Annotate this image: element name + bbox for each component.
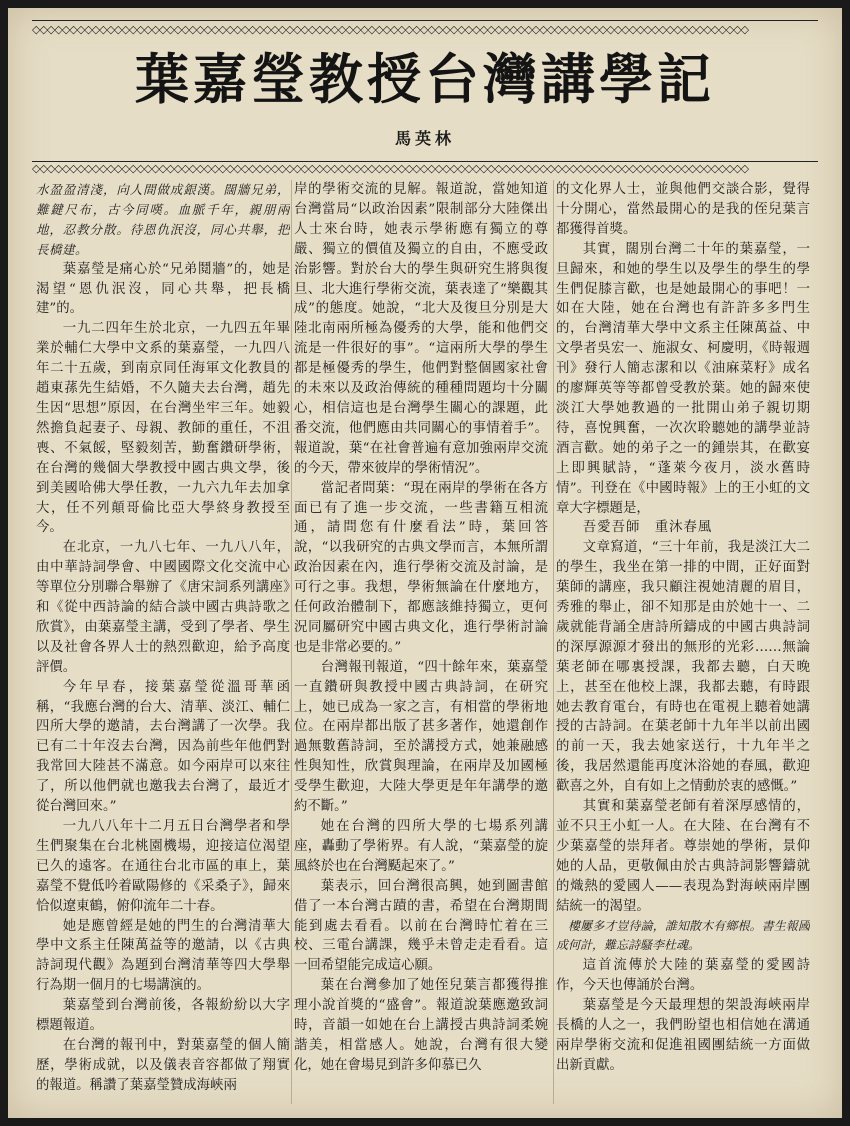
- paragraph: 葉嘉瑩是痛心於“兄弟鬩牆”的，她是渴望“恩仇泯沒，同心共舉，把長橋建”的。: [36, 261, 290, 317]
- article-author: 馬英林: [394, 129, 455, 148]
- paragraph: 她是應曾經是她的門生的台灣清華大學中文系主任陳萬益等的邀請，以《古典詩詞現代觀》為題到台灣清華等四大學舉行為期一個月的七場講演的。: [36, 918, 290, 994]
- article-column-1: [36, 180, 290, 1110]
- paragraph: 在北京，一九八七年、一九八八年，由中華詩詞學會、中國國際文化交流中心等單位分別聯合舉辦了《唐宋詞系列講座》和《從中西詩論的結合談中國古典詩歌之欣賞》，由葉嘉瑩主講，受到了學者、學生以及社會各界人士的熱烈歡迎，給予高度評價。: [36, 540, 290, 675]
- top-rule: [32, 20, 818, 21]
- column-divider: [291, 180, 292, 1104]
- paragraph: 當記者問葉：“現在兩岸的學術在各方面已有了進一步交流，一些書籍互相流通，請問您有什麼看法”時，葉回答說，“以我研究的古典文學而言，本無所謂政治因素在內，進行學術交流及討論，是可行之事。我想，學術無論在什麼地方，任何政治體制下，都應該維持獨立，更何況同屬研究中國古典文化，進行學術討論也是非常必要的。”: [294, 480, 548, 655]
- paragraph: 文章寫道，“三十年前，我是淡江大二的學生，我坐在第一排的中間，正好面對葉師的講座，我只顧注視她清麗的眉目，秀雅的舉止，卻不知那是由於她十一、二歲就能背誦全唐詩所鑄成的中國古典詩詞的深厚源源才發出的無形的光彩……無論葉老師在哪裏授課，我都去聽，白天晚上，甚至在他校上課，我都去聽，有時跟她去教育電台，有時也在電視上聽着她講授的古詩詞。在葉老師十九年半以前出國的前一天，我去她家送行，十九年半之後，我居然還能再度沐浴她的春風，歡迎歡喜之外，自有如上之情動於衷的感慨。”: [556, 540, 810, 795]
- paragraph: 岸的學術交流的見解。報道說，當她知道台灣當局“以政治因素”限制部分大陸傑出人士來台時，她表示學術應有獨立的尊嚴、獨立的價值及獨立的自由，不應受政治影響。對於台大的學生與研究生將與復旦、北大進行學術交流，葉表達了“樂觀其成”的態度。她說，“北大及復旦分別是大陸北南兩所極為優秀的大學，能和他們交流是一件很好的事”。“這兩所大學的學生都是極優秀的學生，他們對整個國家社會的未來以及政治傳統的種種問題均十分關心，相信這也是台灣學生關心的課題，此番交流，他們應由共同關心的事情着手”。報道說，葉“在社會普遍有意加強兩岸交流的今天，帶來彼岸的學術情況”。: [294, 182, 548, 476]
- paragraph: 這首流傳於大陸的葉嘉瑩的愛國詩作，今天也傳誦於台灣。: [556, 958, 810, 994]
- newspaper-page: [8, 8, 842, 1118]
- article-title: 葉嘉瑩教授台灣講學記: [135, 47, 715, 111]
- paragraph: 她在台灣的四所大學的七場系列講座，轟動了學術界。有人說，“葉嘉瑩的旋風終於也在台灣颳起來了。”: [294, 819, 548, 874]
- top-decorative-border: ◇◇◇◇◇◇◇◇◇◇◇◇◇◇◇◇◇◇◇◇◇◇◇◇◇◇◇◇◇◇◇◇◇◇◇◇◇◇◇◇◇◇◇◇◇◇◇◇◇◇◇◇◇◇◇◇◇◇◇◇◇◇◇◇◇◇◇◇◇◇◇◇◇◇◇◇◇◇◇◇◇◇◇◇◇◇◇◇◇◇◇◇◇◇◇◇: [32, 24, 749, 36]
- paragraph: 葉嘉瑩到台灣前後，各報紛紛以大字標題報道。: [36, 998, 290, 1034]
- paragraph: 葉在台灣參加了她侄兒葉言都獲得推理小說首獎的“盛會”。報道說葉應邀致詞時，音韻一如她在台上講授古典詩詞柔婉諧美，相當感人。她說，台灣有很大變化，她在會場見到許多仰慕已久: [294, 978, 548, 1073]
- column-divider: [553, 180, 554, 1104]
- header-decorative-border: ◇◇◇◇◇◇◇◇◇◇◇◇◇◇◇◇◇◇◇◇◇◇◇◇◇◇◇◇◇◇◇◇◇◇◇◇◇◇◇◇◇◇◇◇◇◇◇◇◇◇◇◇◇◇◇◇◇◇◇◇◇◇◇◇◇◇◇◇◇◇◇◇◇◇◇◇◇◇◇◇◇◇◇◇◇◇◇◇◇◇◇◇◇◇◇◇: [32, 163, 749, 175]
- article-column-3: [556, 180, 810, 1110]
- paragraph: 葉表示，回台灣很高興，她到圖書館借了一本台灣古蹟的書，希望在台灣期間能到處去看看。以前在台灣時忙着在三校、三電台講課，幾乎未曾走走看看。這一回希望能完成這心願。: [294, 878, 548, 974]
- headline-quote: 吾愛吾師 重沐春風: [582, 520, 713, 536]
- paragraph: 其實和葉嘉瑩老師有着深厚感情的，並不只王小虹一人。在大陸、在台灣有不少葉嘉瑩的崇拜者。尊崇她的學術，景仰她的人品，更敬佩由於古典詩詞影響鑄就的熾熱的愛國人——表現為對海峽兩岸團結統一的渴望。: [556, 799, 810, 914]
- paragraph: 在台灣的報刊中，對葉嘉瑩的個人簡歷，學術成就，以及儀表音容都做了翔實的報道。稱讚了葉嘉瑩贊成海峽兩: [36, 1037, 290, 1093]
- paragraph: 葉嘉瑩是今天最理想的架設海峽兩岸長橋的人之一，我們盼望也相信她在溝通兩岸學術交流和促進祖國團結統一方面做出新貢獻。: [556, 998, 810, 1073]
- paragraph: 一九二四年生於北京，一九四五年畢業於輔仁大學中文系的葉嘉瑩，一九四八年二十五歲，到南京同任海軍文化教員的趙東蓀先生結婚，不久隨夫去台灣，趙先生因“思想”原因，在台灣坐牢三年。她毅然擔負起妻子、母親、教師的重任，不沮喪、不氣餒，堅毅刻苦，勤奮鑽研學術，在台灣的幾個大學教授中國古典文學，後到美國哈佛大學任教，一九六九年去加拿大，任不列顛哥倫比亞大學終身教授至今。: [36, 321, 290, 536]
- patriotic-poem: 樓屢多才豈待論，誰知散木有鄉根。書生報國成何計，難忘詩騷李杜魂。: [556, 918, 810, 953]
- article-column-2: [294, 180, 548, 1110]
- paragraph: 其實，闊別台灣二十年的葉嘉瑩，一旦歸來，和她的學生以及學生的學生的學生們促膝言歡，也是她最開心的事吧！一如在大陸，她在台灣也有許許多多門生的，台灣清華大學中文系主任陳萬益、中文學者吳宏一、施淑女、柯慶明，《時報週刊》發行人簡志潔和以《油麻菜籽》成名的廖輝英等等都曾受教於葉。她的歸來使淡江大學她教過的一批開山弟子親切期待，喜悅興奮，一次次聆聽她的講學並詩酒言歡。她的弟子之一的鍾崇其，在歡宴上即興賦詩，“蓬萊今夜月，淡水舊時情”。刊登在《中國時報》上的王小虹的文章大字標題是，: [556, 241, 810, 516]
- opening-poem: 水盈盈清淺，向人間做成銀漢。闊牆兄弟，難鍵尺布，古今同嘆。血脈千年，親朋兩地，忍教分散。待恩仇泯沒，同心共舉，把長橋建。: [36, 182, 290, 257]
- header-rule: [32, 161, 818, 162]
- paragraph: 台灣報刊報道，“四十餘年來，葉嘉瑩一直鑽研與教授中國古典詩詞，在研究上，她已成為一家之言，有相當的學術地位。在兩岸都出版了甚多著作，她還創作過無數舊詩詞，至於講授方式，她兼融感性與知性，欣賞與理論，在兩岸及加國極受學生歡迎，大陸大學更是年年講學的邀約不斷。”: [294, 659, 548, 815]
- paragraph: 一九八八年十二月五日台灣學者和學生們聚集在台北桃園機場，迎接這位渴望已久的遠客。在通往台北市區的車上，葉嘉瑩不覺低吟着歐陽修的《采桑子》，歸來恰似遼東鶴，俯仰流年二十春。: [36, 819, 290, 914]
- paragraph: 的文化界人士，並與他們交談合影，覺得十分開心，當然最開心的是我的侄兒葉言都獲得首獎。: [556, 182, 810, 237]
- paragraph: 今年早春，接葉嘉瑩從溫哥華函稱，“我應台灣的台大、清華、淡江、輔仁四所大學的邀請，去台灣講了一次學。我已有二十年沒去台灣，因為前些年他們對我常回大陸甚不滿意。如今兩岸可以來往了，所以他們就也邀我去台灣了，最近才從台灣回來。”: [36, 679, 290, 815]
